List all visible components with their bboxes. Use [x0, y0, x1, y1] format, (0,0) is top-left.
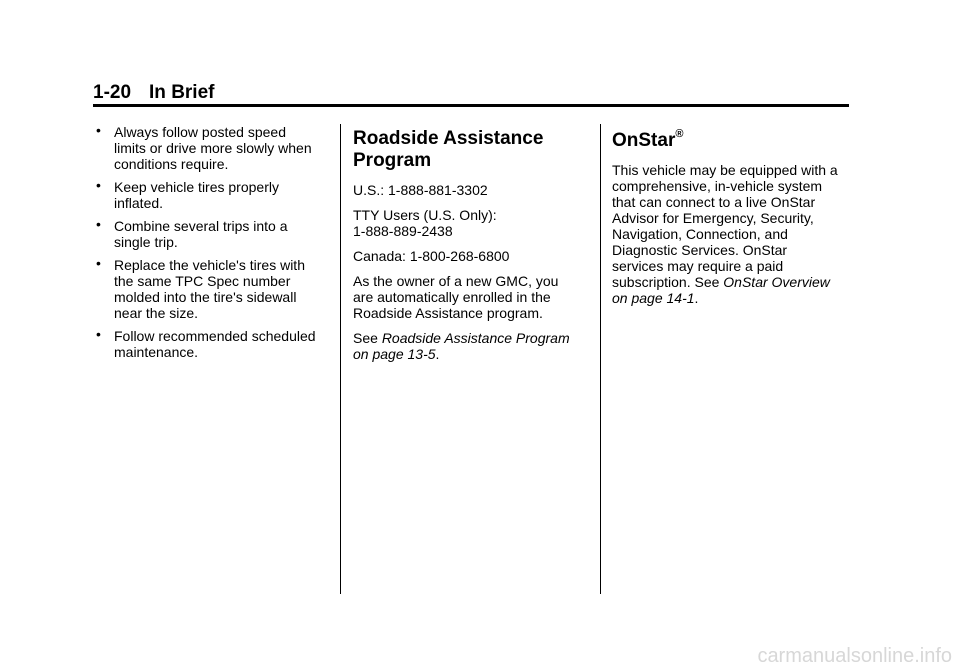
list-item-text: single trip. — [114, 234, 178, 250]
list-item — [93, 328, 329, 360]
period: . — [435, 346, 440, 362]
owner-paragraph — [353, 273, 589, 321]
list-item-text: inflated. — [114, 195, 164, 211]
list-item-text: Follow recommended scheduled — [114, 328, 316, 344]
list-item-text: limits or drive more slowly when — [114, 140, 312, 156]
us-phone: U.S.: 1-888-881-3302 — [353, 182, 488, 198]
see-reference — [353, 330, 589, 362]
paragraph-line: Navigation, Connection, and — [612, 226, 788, 242]
see-prefix: See — [353, 330, 382, 346]
bullet-icon: • — [96, 216, 101, 232]
period: . — [694, 290, 699, 306]
section-title: In Brief — [149, 82, 215, 103]
onstar-page-link[interactable]: on page 14-1 — [612, 290, 695, 306]
list-item-text: molded into the tire's sidewall — [114, 289, 297, 305]
page-header — [93, 80, 214, 106]
tty-phone-block — [353, 207, 589, 239]
list-item — [93, 179, 329, 211]
column-fuel-tips — [93, 124, 329, 367]
list-item — [93, 124, 329, 172]
header-rule — [93, 104, 849, 107]
heading-text: OnStar — [612, 130, 676, 151]
roadside-heading — [353, 128, 589, 172]
list-item-text: maintenance. — [114, 344, 199, 360]
column-roadside-assistance — [353, 124, 589, 371]
list-item-text: Always follow posted speed — [114, 124, 286, 140]
watermark: carmanualsonline.info — [757, 645, 952, 667]
paragraph-line: Diagnostic Services. OnStar — [612, 242, 788, 258]
column-divider-right — [600, 124, 601, 594]
roadside-page-link[interactable]: on page 13-5 — [353, 346, 436, 362]
list-item-text: Replace the vehicle's tires with — [114, 257, 305, 273]
heading-line: Program — [353, 150, 432, 171]
bullet-icon: • — [96, 177, 101, 193]
tty-phone: 1-888-889-2438 — [353, 223, 453, 239]
canada-phone: Canada: 1-800-268-6800 — [353, 248, 510, 264]
paragraph-line: that can connect to a live OnStar — [612, 194, 816, 210]
heading-line: Roadside Assistance — [353, 128, 544, 149]
tty-label: TTY Users (U.S. Only): — [353, 207, 497, 223]
tips-list — [93, 124, 329, 360]
paragraph-line: services may require a paid — [612, 258, 784, 274]
paragraph-line: Advisor for Emergency, Security, — [612, 210, 814, 226]
roadside-program-link[interactable]: Roadside Assistance Program — [381, 330, 570, 346]
paragraph-line: comprehensive, in-vehicle system — [612, 178, 823, 194]
paragraph-line: Roadside Assistance program. — [353, 305, 543, 321]
list-item-text: the same TPC Spec number — [114, 273, 291, 289]
bullet-icon: • — [96, 122, 101, 138]
column-divider-left — [340, 124, 341, 594]
list-item-text: conditions require. — [114, 156, 229, 172]
list-item-text: Keep vehicle tires properly — [114, 179, 279, 195]
registered-mark: ® — [675, 128, 684, 140]
list-item-text: Combine several trips into a — [114, 218, 288, 234]
onstar-paragraph — [612, 162, 858, 306]
onstar-heading — [612, 130, 858, 152]
list-item-text: near the size. — [114, 305, 199, 321]
onstar-overview-link[interactable]: OnStar Overview — [723, 274, 830, 290]
paragraph-line: subscription. See — [612, 274, 724, 290]
bullet-icon: • — [96, 255, 101, 271]
list-item — [93, 257, 329, 321]
bullet-icon: • — [96, 326, 101, 342]
paragraph-line: are automatically enrolled in the — [353, 289, 551, 305]
paragraph-line: This vehicle may be equipped with a — [612, 162, 838, 178]
column-onstar — [612, 124, 858, 315]
page-number: 1-20 — [93, 82, 132, 103]
list-item — [93, 218, 329, 250]
paragraph-line: As the owner of a new GMC, you — [353, 273, 559, 289]
